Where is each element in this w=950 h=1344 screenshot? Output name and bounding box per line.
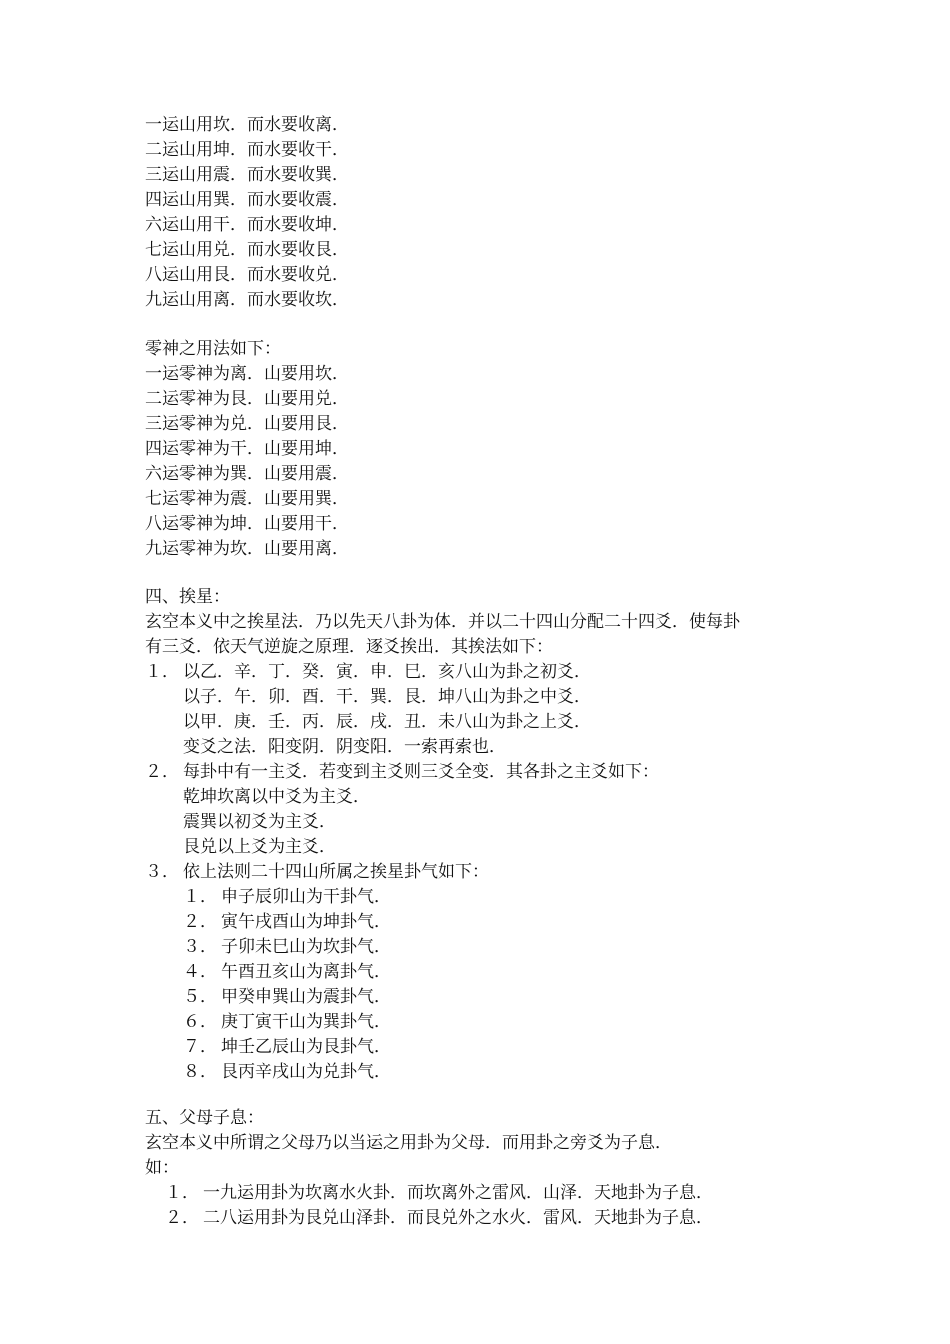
yun-shan-line-1: 一运山用坎．而水要收离． [145,115,349,135]
gua-qi-sub-item: 庚丁寅干山为巽卦气． [221,1012,391,1032]
yun-shan-line-6: 六运山用干．而水要收坤． [145,215,349,235]
fu-mu-item-number: ２． [165,1208,199,1228]
ai-xing-item-1-line-4: 变爻之法．阳变阴．阴变阳．一索再索也． [183,737,506,757]
ai-xing-item-2-number: ２． [145,762,179,782]
yun-shan-line-2: 二运山用坤．而水要收干． [145,140,349,160]
ai-xing-intro-line-1: 玄空本义中之挨星法．乃以先天八卦为体．并以二十四山分配二十四爻．使每卦 [145,612,740,632]
gua-qi-sub-number: ８． [183,1062,217,1082]
ai-xing-item-1-line-3: 以甲．庚．壬．丙．辰．戌．丑．未八山为卦之上爻． [183,712,591,732]
gua-qi-sub-number: ４． [183,962,217,982]
ling-shen-line-1: 一运零神为离．山要用坎． [145,364,349,384]
gua-qi-sub-item: 艮丙辛戌山为兑卦气． [221,1062,391,1082]
ling-shen-line-2: 二运零神为艮．山要用兑． [145,389,349,409]
ai-xing-item-3-line-1: 依上法则二十四山所属之挨星卦气如下： [183,862,489,882]
gua-qi-sub-item: 申子辰卯山为干卦气． [221,887,391,907]
ling-shen-line-4: 四运零神为干．山要用坤． [145,439,349,459]
gua-qi-sub-item: 午酉丑亥山为离卦气． [221,962,391,982]
ai-xing-item-1-number: １． [145,662,179,682]
gua-qi-sub-number: ３． [183,937,217,957]
gua-qi-sub-item: 子卯未巳山为坎卦气． [221,937,391,957]
fu-mu-intro: 玄空本义中所谓之父母乃以当运之用卦为父母．而用卦之旁爻为子息． [145,1133,672,1153]
ling-shen-line-6: 六运零神为巽．山要用震． [145,464,349,484]
yun-shan-line-4: 四运山用巽．而水要收震． [145,190,349,210]
fu-mu-item: 二八运用卦为艮兑山泽卦．而艮兑外之水火．雷风．天地卦为子息． [203,1208,713,1228]
gua-qi-sub-item: 坤壬乙辰山为艮卦气． [221,1037,391,1057]
fu-mu-item-number: １． [165,1183,199,1203]
ling-shen-line-8: 八运零神为坤．山要用干． [145,514,349,534]
ai-xing-item-1-line-1: 以乙．辛．丁．癸．寅．申．巳．亥八山为卦之初爻． [183,662,591,682]
gua-qi-sub-number: ６． [183,1012,217,1032]
yun-shan-line-3: 三运山用震．而水要收巽． [145,165,349,185]
gua-qi-sub-number: ２． [183,912,217,932]
gua-qi-sub-number: ５． [183,987,217,1007]
ai-xing-item-2-line-1: 每卦中有一主爻．若变到主爻则三爻全变．其各卦之主爻如下： [183,762,659,782]
yun-shan-line-7: 七运山用兑．而水要收艮． [145,240,349,260]
ai-xing-item-2-line-4: 艮兑以上爻为主爻． [183,837,336,857]
ai-xing-intro-line-2: 有三爻．依天气逆旋之原理．逐爻挨出．其挨法如下： [145,637,553,657]
ling-shen-heading: 零神之用法如下： [145,339,281,359]
yun-shan-line-8: 八运山用艮．而水要收兑． [145,265,349,285]
ling-shen-line-9: 九运零神为坎．山要用离． [145,539,349,559]
ai-xing-item-3-number: ３． [145,862,179,882]
yun-shan-line-9: 九运山用离．而水要收坎． [145,290,349,310]
gua-qi-sub-item: 寅午戌酉山为坤卦气． [221,912,391,932]
ai-xing-item-2-line-2: 乾坤坎离以中爻为主爻． [183,787,370,807]
fu-mu-item: 一九运用卦为坎离水火卦．而坎离外之雷风．山泽．天地卦为子息． [203,1183,713,1203]
gua-qi-sub-number: １． [183,887,217,907]
ai-xing-item-1-line-2: 以子．午．卯．酉．干．巽．艮．坤八山为卦之中爻． [183,687,591,707]
ling-shen-line-7: 七运零神为震．山要用巽． [145,489,349,509]
ai-xing-item-2-line-3: 震巽以初爻为主爻． [183,812,336,832]
gua-qi-sub-number: ７． [183,1037,217,1057]
ling-shen-line-3: 三运零神为兑．山要用艮． [145,414,349,434]
fu-mu-heading: 五、父母子息： [145,1108,264,1128]
ai-xing-heading: 四、挨星： [145,587,230,607]
gua-qi-sub-item: 甲癸申巽山为震卦气． [221,987,391,1007]
fu-mu-ru-label: 如： [145,1158,179,1178]
